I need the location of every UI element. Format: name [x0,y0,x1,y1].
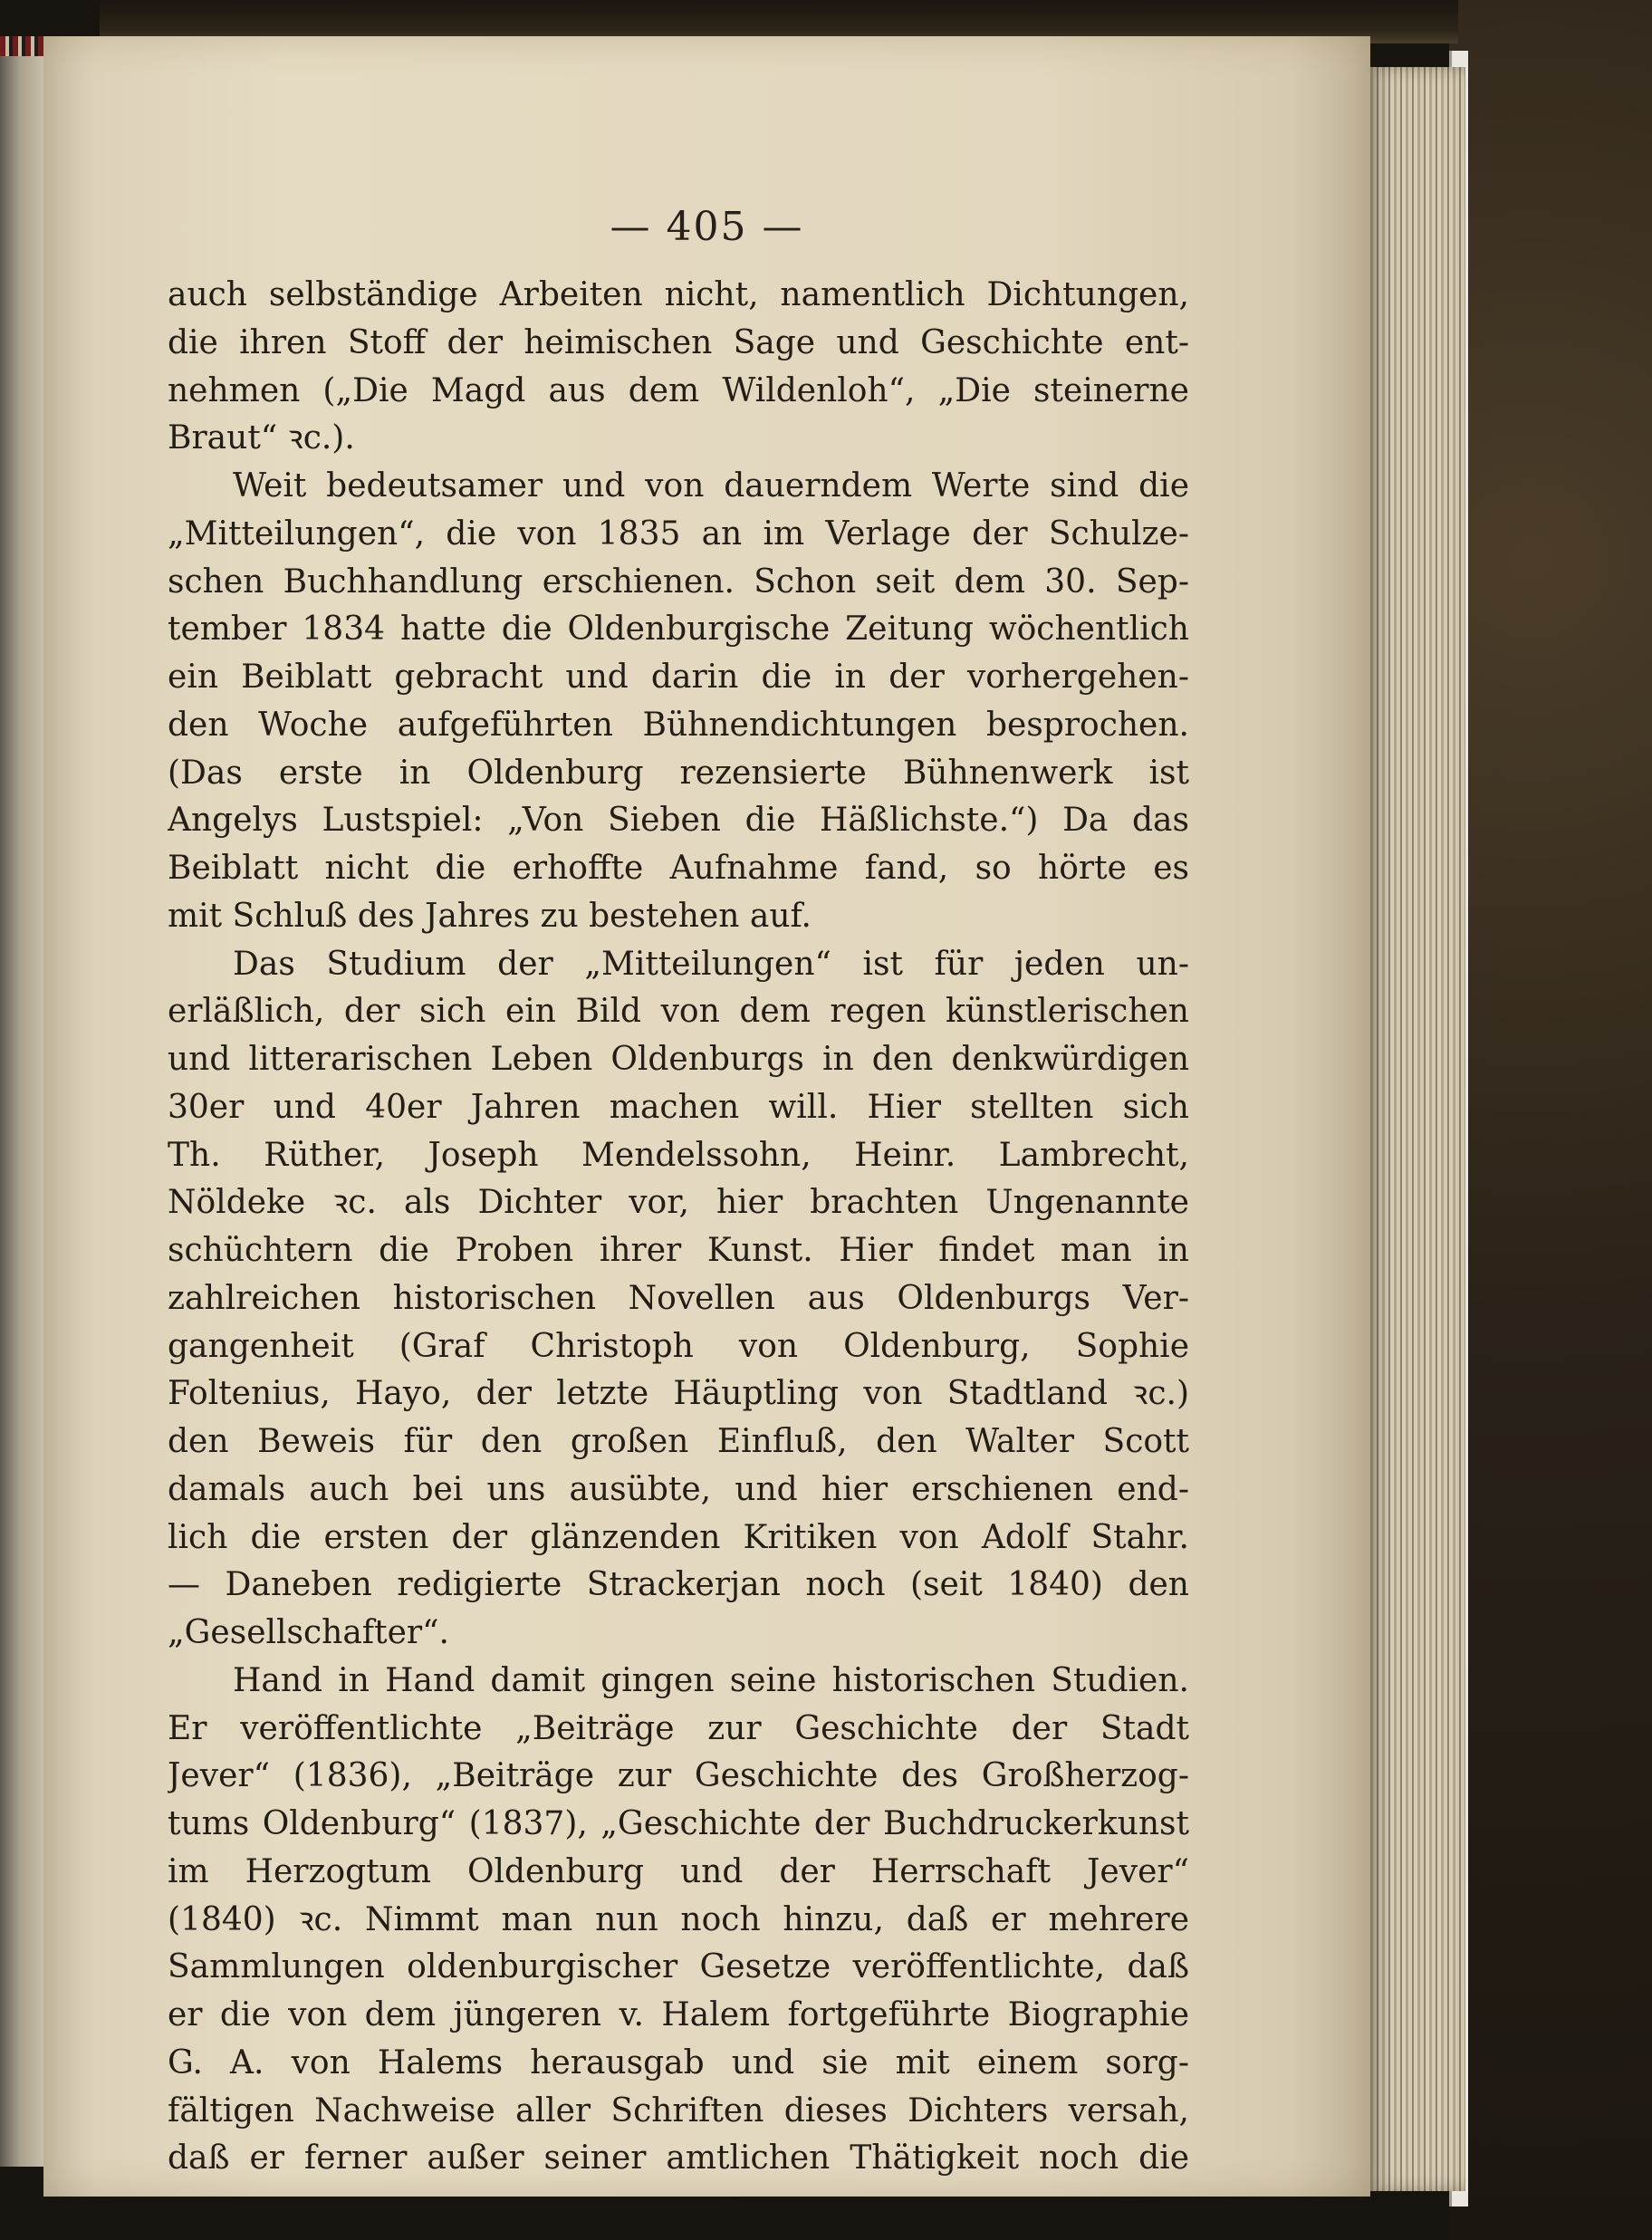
text-line: den Woche aufgeführten Bühnendichtungen besprochen. [168,706,1189,744]
text-line: fältigen Nachweise aller Schriften dieses Dichters versah, [168,2091,1189,2129]
text-line: Weit bedeutsamer und von dauerndem Werte sind die [233,467,1189,505]
left-page-edge [0,56,43,2167]
text-line: daß er ferner außer seiner amtlichen Thätigkeit noch die [168,2139,1189,2178]
text-line: 30er und 40er Jahren machen will. Hier stellten sich [168,1088,1189,1126]
text-line: Hand in Hand damit gingen seine historischen Studien. [233,1661,1189,1699]
text-line: tums Oldenburg“ (1837), „Geschichte der Buchdruckerkunst [168,1805,1189,1842]
text-line: — Daneben redigierte Strackerjan noch (seit 1840) den [168,1566,1189,1604]
text-line: zahlreichen historischen Novellen aus Oldenburgs Ver- [168,1279,1189,1317]
text-line: Sammlungen oldenburgischer Gesetze veröffentlichte, daß [168,1948,1189,1986]
text-line: erläßlich, der sich ein Bild von dem regen künstlerischen [168,993,1189,1031]
text-line: (1840) ꝛc. Nimmt man nun noch hinzu, daß er mehrere [168,1900,1189,1938]
text-line: gangenheit (Graf Christoph von Oldenburg, Sophie [168,1327,1189,1365]
text-line: er die von dem jüngeren v. Halem fortgeführte Biographie [168,1996,1189,2033]
text-line: Beiblatt nicht die erhoffte Aufnahme fand, so hörte es [168,850,1189,887]
page-edges-stack [1370,67,1465,2191]
text-line: im Herzogtum Oldenburg und der Herrschaft Jever“ [168,1852,1189,1890]
text-line: lich die ersten der glänzenden Kritiken von Adolf Stahr. [168,1518,1189,1556]
text-line: Das Studium der „Mitteilungen“ ist für jeden un- [233,945,1189,983]
book-page [43,36,1370,2197]
text-line: „Gesellschafter“. [168,1614,449,1651]
text-line: Braut“ ꝛc.). [168,419,355,457]
text-line: die ihren Stoff der heimischen Sage und Geschichte ent- [168,323,1189,361]
text-line: Angelys Lustspiel: „Von Sieben die Häßlichste.“) Da das [168,802,1189,840]
text-line: ein Beiblatt gebracht und darin die in der vorhergehen- [168,659,1189,696]
text-line: Jever“ (1836), „Beiträge zur Geschichte des Großherzog- [168,1757,1189,1795]
body-text [168,272,1189,2183]
text-line: den Beweis für den großen Einfluß, den Walter Scott [168,1423,1189,1460]
text-line: und litterarischen Leben Oldenburgs in den denkwürdigen [168,1041,1189,1078]
text-line: tember 1834 hatte die Oldenburgische Zeitung wöchentlich [168,610,1189,649]
text-line: Er veröffentlichte „Beiträge zur Geschichte der Stadt [168,1709,1189,1747]
text-line: Th. Rüther, Joseph Mendelssohn, Heinr. Lambrecht, [168,1136,1189,1174]
text-line: nehmen („Die Magd aus dem Wildenloh“, „Die steinerne [168,371,1189,409]
page-number: — 405 — [610,204,804,250]
text-line: Foltenius, Hayo, der letzte Häuptling von Stadtland ꝛc.) [168,1375,1189,1413]
text-line: schen Buchhandlung erschienen. Schon seit dem 30. Sep- [168,562,1189,601]
text-line: auch selbständige Arbeiten nicht, namentlich Dichtungen, [168,276,1189,313]
text-line: schüchtern die Proben ihrer Kunst. Hier findet man in [168,1232,1189,1269]
text-line: G. A. von Halems herausgab und sie mit einem sorg- [168,2043,1189,2081]
text-line: (Das erste in Oldenburg rezensierte Bühnenwerk ist [168,754,1189,792]
text-line: damals auch bei uns ausübte, und hier erschienen end- [168,1470,1189,1508]
text-line: „Mitteilungen“, die von 1835 an im Verlage der Schulze- [168,514,1189,553]
text-line: mit Schluß des Jahres zu bestehen auf. [168,897,812,935]
book-cover-board [1449,0,1652,2240]
text-line: Nöldeke ꝛc. als Dichter vor, hier brachten Ungenannte [168,1184,1189,1222]
